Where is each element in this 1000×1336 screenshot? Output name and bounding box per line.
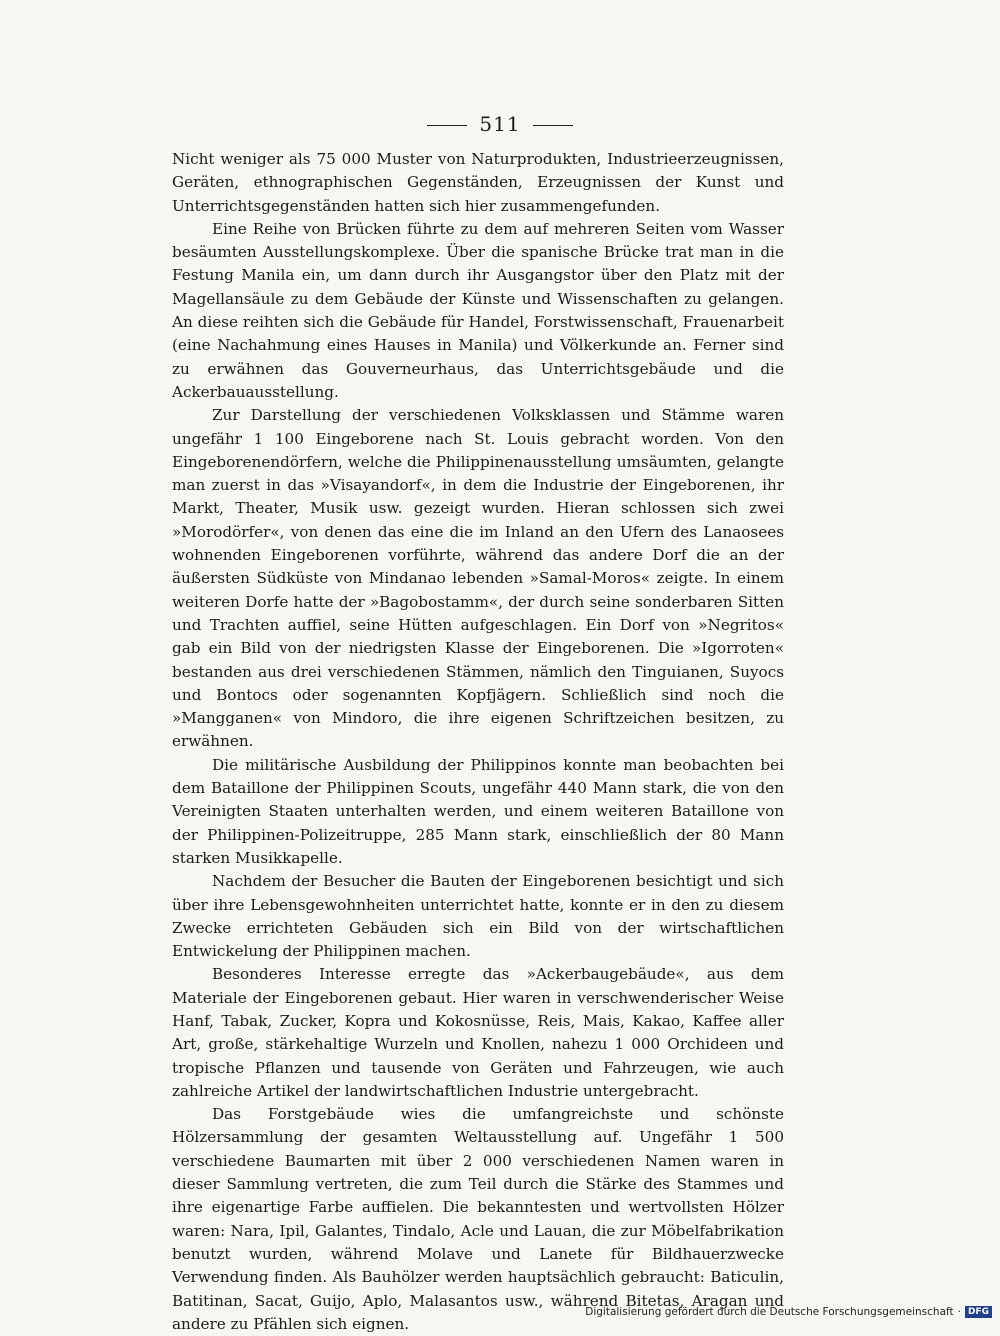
paragraph: Eine Reihe von Brücken führte zu dem auf mehreren Seiten vom Wasser besäumten Ausstellungskomplexe. Über die spanische Brücke trat man in die Festung Manila ein, um dann durch ihr Ausgangstor über den Platz mit der Magellansäule zu dem Gebäude der Künste und Wissenschaften zu gelangen. An diese reihten sich die Gebäude für Handel, Forstwissenschaft, Frauenarbeit (eine Nachahmung eines Hauses in Manila) und Völkerkunde an. Ferner sind zu erwähnen das Gouverneurhaus, das Unterrichtsgebäude und die Ackerbauausstellung. — [172, 219, 784, 401]
page-body — [172, 148, 784, 1336]
footer-text: Digitalisierung gefördert durch die Deutsche Forschungsgemeinschaft — [585, 1306, 954, 1318]
header-dash-right — [533, 125, 573, 126]
page-number: 511 — [479, 112, 521, 136]
paragraph: Nicht weniger als 75 000 Muster von Naturprodukten, Industrieerzeugnissen, Geräten, ethnographischen Gegenständen, Erzeugnissen der Kunst und Unterrichtsgegenständen hatten sich hier zusammengefunden. — [172, 150, 784, 215]
paragraph: Zur Darstellung der verschiedenen Volksklassen und Stämme waren ungefähr 1 100 Eingeborene nach St. Louis gebracht worden. Von den Eingeborenendörfern, welche die Philippinenausstellung umsäumten, gelangte man zuerst in das »Visayandorf«, in dem die Industrie der Eingeborenen, ihr Markt, Theater, Musik usw. gezeigt wurden. Hieran schlossen sich zwei »Morodörfer«, von denen das eine die im Inland an den Ufern des Lanaosees wohnenden Eingeborenen vorführte, während das andere Dorf die an der äußersten Südküste von Mindanao lebenden »Samal-Moros« zeigte. In einem weiteren Dorfe hatte der »Bagobostamm«, der durch seine sonderbaren Sitten und Trachten auffiel, seine Hütten aufgeschlagen. Ein Dorf von »Negritos« gab ein Bild von der niedrigsten Klasse der Eingeborenen. Die »Igorroten« bestanden aus drei verschiedenen Stämmen, nämlich den Tinguianen, Suyocs und Bontocs oder sogenannten Kopfjägern. Schließlich sind noch die »Mangganen« von Mindoro, die ihre eigenen Schriftzeichen besitzen, zu erwähnen. — [172, 406, 784, 751]
dfg-logo-icon: DFG — [965, 1306, 992, 1318]
paragraph: Das Forstgebäude wies die umfangreichste und schönste Hölzersammlung der gesamten Weltausstellung auf. Ungefähr 1 500 verschiedene Baumarten mit über 2 000 verschiedenen Namen waren in dieser Sammlung vertreten, die zum Teil durch die Stärke des Stammes und ihre eigenartige Farbe auffielen. Die bekanntesten und wertvollsten Hölzer waren: Nara, Ipil, Galantes, Tindalo, Acle und Lauan, die zur Möbelfabrikation benutzt wurden, während Molave und Lanete für Bildhauerzwecke Verwendung finden. Als Bauhölzer werden hauptsächlich gebraucht: Baticulin, Batitinan, Sacat, Guijo, Aplo, Malasantos usw., während Bitetas, Aragan und andere zu Pfählen sich eignen. — [172, 1105, 784, 1333]
paragraph: Nachdem der Besucher die Bauten der Eingeborenen besichtigt und sich über ihre Lebensgewohnheiten unterrichtet hatte, konnte er in den zu diesem Zwecke errichteten Gebäuden sich ein Bild von der wirtschaftlichen Entwickelung der Philippinen machen. — [172, 872, 784, 961]
digitization-footer: Digitalisierung gefördert durch die Deutsche Forschungsgemeinschaft · DFG — [585, 1306, 992, 1318]
page-header — [0, 112, 1000, 136]
header-dash-left — [427, 125, 467, 126]
paragraph: Besonderes Interesse erregte das »Ackerbaugebäude«, aus dem Materiale der Eingeborenen gebaut. Hier waren in verschwenderischer Weise Hanf, Tabak, Zucker, Kopra und Kokosnüsse, Reis, Mais, Kakao, Kaffee aller Art, große, stärkehaltige Wurzeln und Knollen, nahezu 1 000 Orchideen und tropische Pflanzen und tausende von Geräten und Fahrzeugen, wie auch zahlreiche Artikel der landwirtschaftlichen Industrie untergebracht. — [172, 965, 784, 1100]
paragraph: Die militärische Ausbildung der Philippinos konnte man beobachten bei dem Bataillone der Philippinen Scouts, ungefähr 440 Mann stark, die von den Vereinigten Staaten unterhalten werden, und einem weiteren Bataillone von der Philippinen-Polizeitruppe, 285 Mann stark, einschließlich der 80 Mann starken Musikkapelle. — [172, 755, 784, 867]
